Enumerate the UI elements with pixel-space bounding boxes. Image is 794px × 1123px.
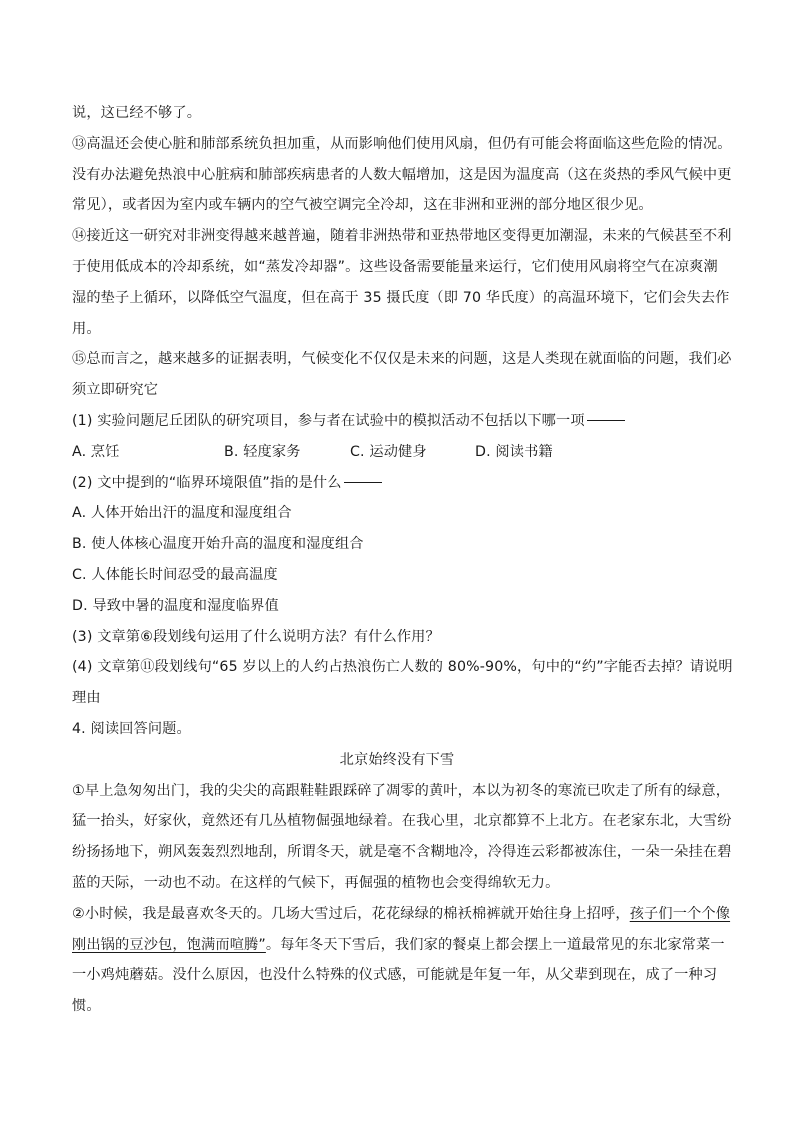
option-d: D. 导致中暑的温度和湿度临界值 xyxy=(72,597,279,614)
text-line: 说，这已经不够了。 xyxy=(72,105,202,121)
plain-text: 。每年冬天下雪后，我们家的餐桌上都会摆上一道最常见的东北家常菜一 xyxy=(265,936,725,953)
paragraph-2-line: 惯。 xyxy=(72,998,101,1015)
option-c: C. 人体能长时间忍受的最高温度 xyxy=(72,566,278,583)
text-line: 于使用低成本的冷却系统，如“蒸发冷却器”。这些设备需要能量来运行，它们使用风扇将空气在凉爽潮 xyxy=(72,258,718,275)
question-1-stem xyxy=(72,406,722,437)
option-a: A. 人体开始出汗的温度和湿度组合 xyxy=(72,505,292,522)
paragraph-13-line: ⑬高温还会使心脏和肺部系统负担加重，从而影响他们使用风扇，但仍有可能会将面临这些危险的情况。 xyxy=(72,135,732,152)
text-line: 须立即研究它 xyxy=(72,382,159,399)
paragraph-1-line: 猛一抬头，好家伙，竟然还有几丛植物倔强地绿着。在我心里，北京都算不上北方。在老家东北，大雪纷 xyxy=(72,813,732,830)
question-1-text: (1) 实验问题尼丘团队的研究项目，参与者在试验中的模拟活动不包括以下哪一项 xyxy=(72,412,585,429)
question-2-text: (2) 文中提到的“临界环境限值”指的是什么 xyxy=(72,474,342,491)
underlined-sentence: 孩子们一个个像 xyxy=(629,905,731,922)
section-heading: 4. 阅读回答问题。 xyxy=(72,720,191,737)
answer-blank xyxy=(587,419,625,421)
paragraph-1-line: ①早上急匆匆出门，我的尖尖的高跟鞋鞋跟踩碎了凋零的黄叶，本以为初冬的寒流已吹走了所有的绿意， xyxy=(72,782,731,799)
paragraph-2-line: 一小鸡炖蘑菇。没什么原因，也没什么特殊的仪式感，可能就是年复一年，从父辈到现在，成了一种习 xyxy=(72,967,718,984)
underlined-sentence: 刚出锅的豆沙包，饱满而喧腾” xyxy=(72,936,266,953)
answer-blank xyxy=(344,481,382,483)
paragraph-2-line xyxy=(72,899,731,930)
paragraph-14-line: ⑭接近这一研究对非洲变得越来越普遍，随着非洲热带和亚热带地区变得更加潮湿，未来的气候甚至不利 xyxy=(72,228,732,245)
option-c: C. 运动健身 xyxy=(350,443,427,460)
question-3: (3) 文章第⑥段划线句运用了什么说明方法？有什么作用？ xyxy=(72,628,440,645)
option-b: B. 使人体核心温度开始升高的温度和湿度组合 xyxy=(72,536,364,553)
article-title: 北京始终没有下雪 xyxy=(339,751,455,768)
paragraph-2-line xyxy=(72,930,725,961)
question-1-options xyxy=(72,437,722,468)
question-2-stem xyxy=(72,468,722,499)
document-page xyxy=(72,98,733,1022)
text-line: 常见），或者因为室内或车辆内的空气被空调完全冷却，这在非洲和亚洲的部分地区很少见。 xyxy=(72,197,653,214)
option-d: D. 阅读书籍 xyxy=(475,443,553,460)
option-a: A. 烹饪 xyxy=(72,443,120,460)
paragraph-15-line: ⑮总而言之，越来越多的证据表明，气候变化不仅仅是未来的问题，这是人类现在就面临的问题，我们必 xyxy=(72,351,732,368)
text-line: 没有办法避免热浪中心脏病和肺部疾病患者的人数大幅增加，这是因为温度高（这在炎热的季风气候中更 xyxy=(72,166,732,183)
paragraph-1-line: 纷扬扬地下，朔风轰轰烈烈地刮，所谓冬天，就是毫不含糊地冷，冷得连云彩都被冻住，一朵一朵挂在碧 xyxy=(72,844,732,861)
question-4-line: (4) 文章第⑪段划线句“65 岁以上的人约占热浪伤亡人数的 80%-90%，句中的“约”字能否去掉？请说明 xyxy=(72,659,733,676)
question-4-line: 理由 xyxy=(72,690,101,707)
paragraph-1-line: 蓝的天际，一动也不动。在这样的气候下，再倔强的植物也会变得绵软无力。 xyxy=(72,874,560,891)
plain-text: ②小时候，我是最喜欢冬天的。几场大雪过后，花花绿绿的棉袄棉裤就开始往身上招呼， xyxy=(72,905,630,922)
option-b: B. 轻度家务 xyxy=(224,443,301,460)
text-line: 湿的垫子上循环，以降低空气温度，但在高于 35 摄氏度（即 70 华氏度）的高温环境下，它们会失去作 xyxy=(72,289,730,306)
text-line: 用。 xyxy=(72,320,101,337)
